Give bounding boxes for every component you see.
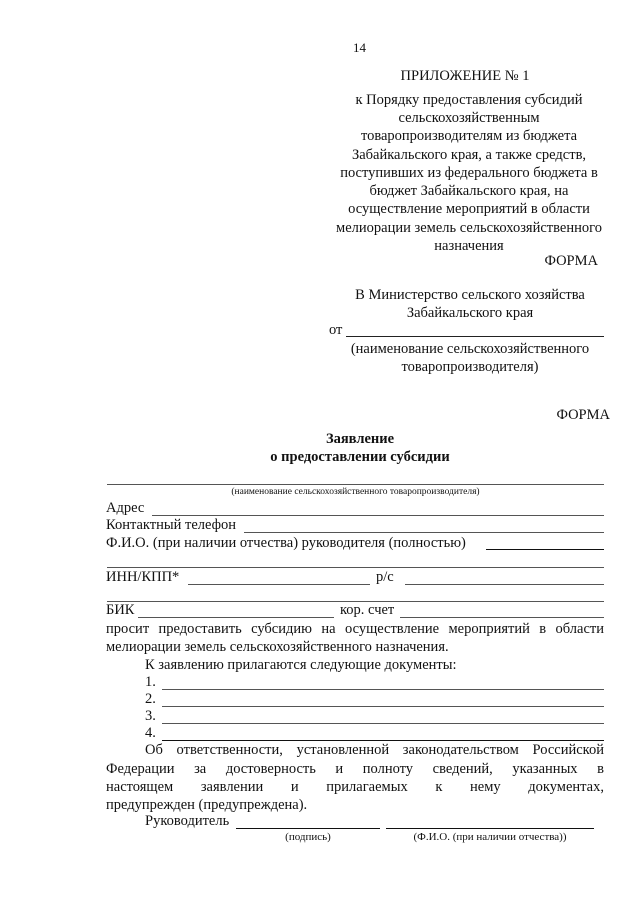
form-label: ФОРМА: [544, 253, 598, 269]
request-text-line1: просит предоставить субсидию на осуществление мероприятий в области: [106, 621, 604, 637]
page-number: 14: [353, 40, 366, 55]
signature-field-line[interactable]: [236, 828, 380, 829]
appendix-line: сельскохозяйственным: [398, 110, 540, 126]
corr-account-field-line[interactable]: [400, 617, 604, 618]
head-signature-label: Руководитель: [145, 813, 230, 829]
request-text-line2: мелиорации земель сельскохозяйственного назначения.: [106, 639, 449, 655]
signer-name-field-line[interactable]: [386, 828, 594, 829]
head-name-field-line[interactable]: [486, 549, 604, 550]
statement-subtitle: о предоставлении субсидии: [270, 449, 450, 465]
attachment-line-1[interactable]: [162, 689, 604, 690]
applicant-name-caption: (наименование сельскохозяйственного товаропроизводителя): [231, 487, 480, 497]
responsibility-line3: настоящем заявлении и прилагаемых к нему документах,: [106, 779, 604, 795]
statement-title: Заявление: [325, 431, 395, 447]
phone-field-line[interactable]: [244, 532, 604, 533]
bik-field-line[interactable]: [138, 617, 334, 618]
account-field-line[interactable]: [405, 584, 604, 585]
addressee-caption1: (наименование сельскохозяйственного: [350, 341, 590, 357]
attachment-number: 1.: [145, 674, 156, 690]
applicant-name-line[interactable]: [107, 484, 604, 485]
corr-account-label: кор. счет: [340, 602, 395, 618]
from-label: от: [329, 322, 343, 338]
responsibility-line4: предупрежден (предупреждена).: [106, 797, 308, 813]
attachment-line-2[interactable]: [162, 706, 604, 707]
appendix-line: к Порядку предоставления субсидий: [355, 92, 583, 108]
head-name-label: Ф.И.О. (при наличии отчества) руководителя (полностью): [106, 535, 466, 551]
attachment-number: 2.: [145, 691, 156, 707]
inn-field-line[interactable]: [188, 584, 370, 585]
addressee-line2: Забайкальского края: [406, 305, 534, 321]
addressee-caption2: товаропроизводителя): [401, 359, 539, 375]
attachments-intro: К заявлению прилагаются следующие документы:: [145, 657, 457, 673]
appendix-line: поступивших из федерального бюджета в: [340, 165, 598, 181]
bik-label: БИК: [106, 602, 135, 618]
appendix-line: назначения: [434, 238, 504, 254]
head-name-field-line-2[interactable]: [107, 567, 604, 568]
appendix-line: Забайкальского края, а также средств,: [351, 147, 587, 163]
attachment-number: 3.: [145, 708, 156, 724]
inn-label: ИНН/КПП*: [106, 569, 180, 585]
signature-caption: (подпись): [285, 831, 331, 843]
appendix-line: осуществление мероприятий в области: [348, 201, 590, 217]
address-field-line[interactable]: [152, 515, 604, 516]
form-label-2: ФОРМА: [556, 407, 610, 423]
account-label: р/с: [376, 569, 394, 585]
address-label: Адрес: [106, 500, 145, 516]
attachment-line-3[interactable]: [162, 723, 604, 724]
from-field-line[interactable]: [346, 336, 604, 337]
attachment-line-4[interactable]: [162, 740, 604, 741]
appendix-line: бюджет Забайкальского края, на: [369, 183, 569, 199]
appendix-line: товаропроизводителям из бюджета: [360, 128, 578, 144]
appendix-title: ПРИЛОЖЕНИЕ № 1: [400, 68, 530, 84]
attachment-number: 4.: [145, 725, 156, 741]
appendix-line: мелиорации земель сельскохозяйственного: [336, 220, 602, 236]
responsibility-line2: Федерации за достоверность и полноту сведений, указанных в: [106, 761, 604, 777]
signer-name-caption: (Ф.И.О. (при наличии отчества)): [413, 831, 567, 843]
responsibility-line1: Об ответственности, установленной законодательством Российской: [145, 742, 604, 758]
phone-label: Контактный телефон: [106, 517, 237, 533]
addressee-line1: В Министерство сельского хозяйства: [355, 287, 585, 303]
